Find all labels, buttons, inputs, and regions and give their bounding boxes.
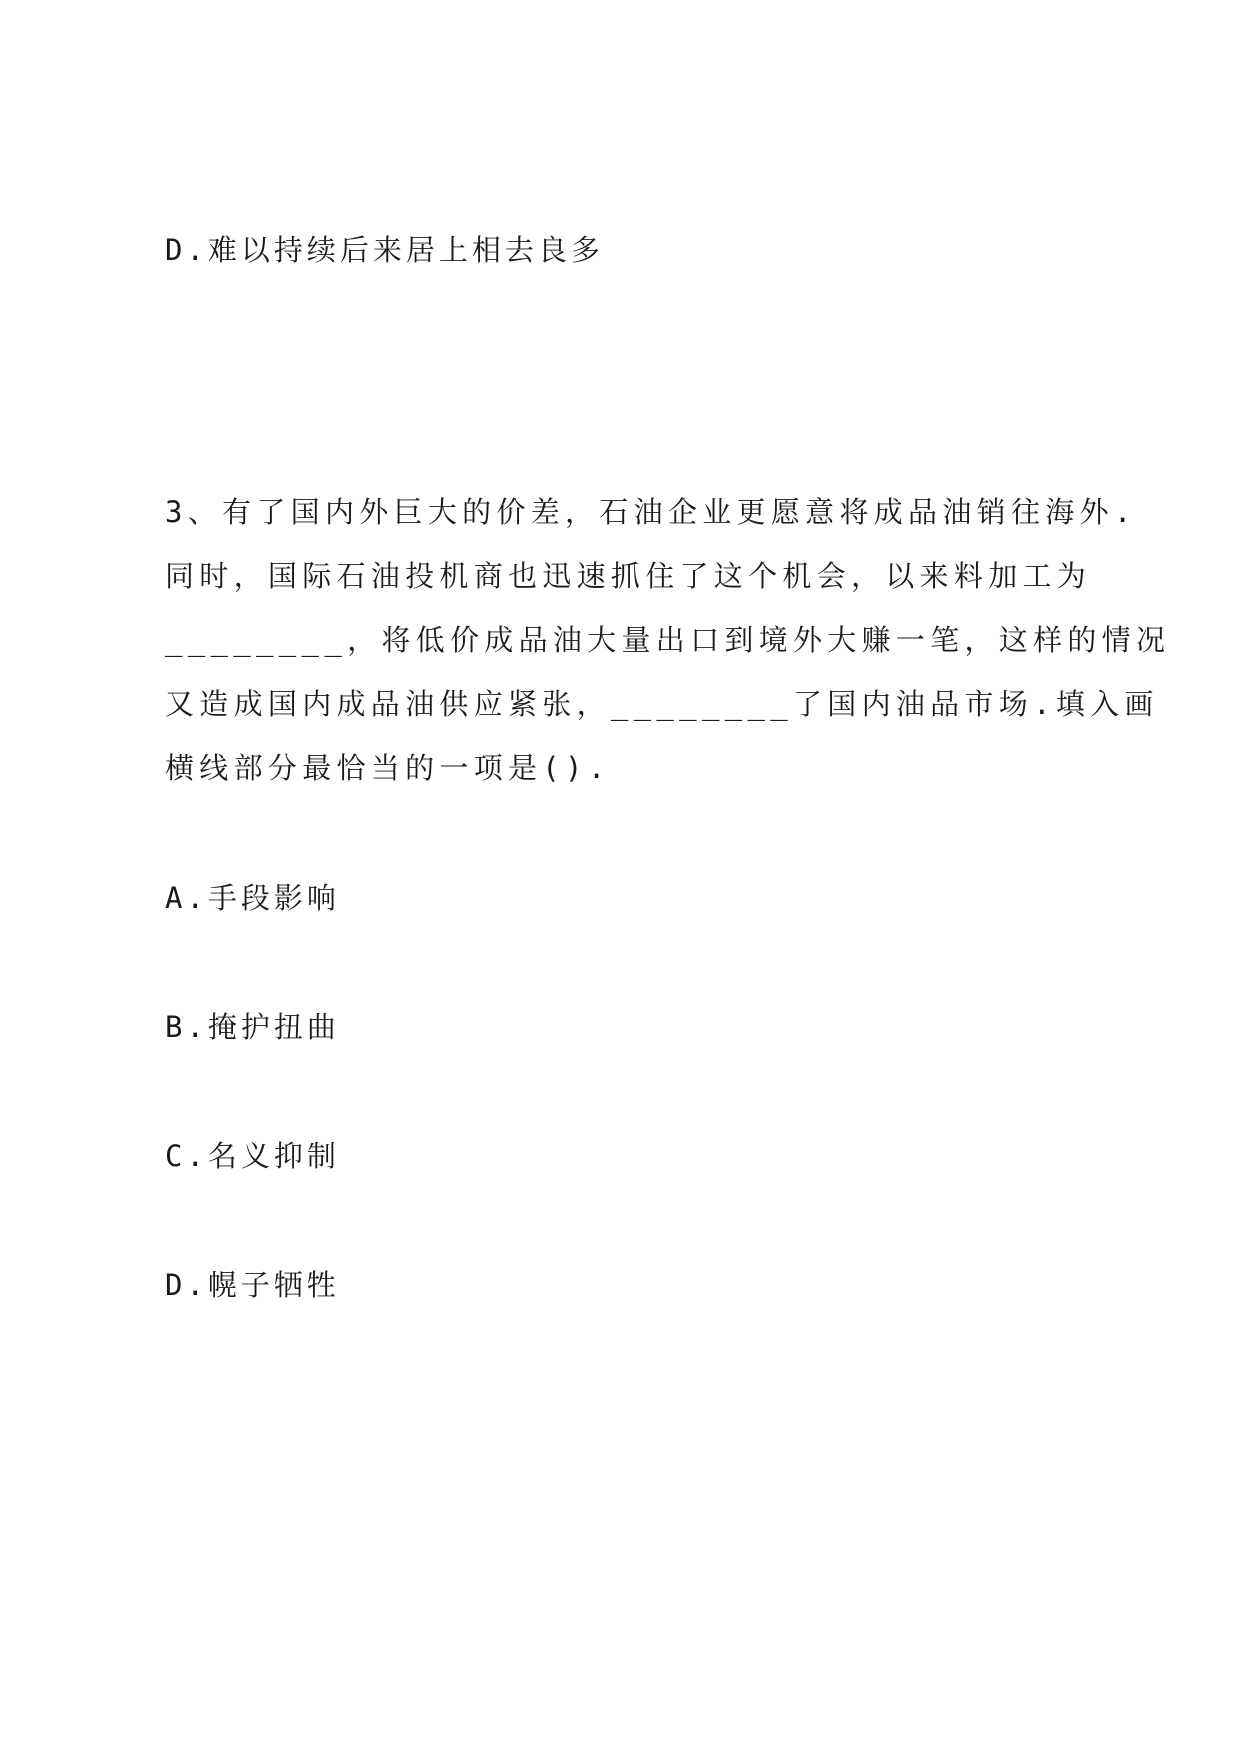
option-b: B.掩护扭曲 xyxy=(165,1010,340,1044)
question-line-3: ________，将低价成品油大量出口到境外大赚一笔，这样的情况 xyxy=(165,623,1171,657)
option-c: C.名义抑制 xyxy=(165,1139,340,1173)
question-line-1: 3、有了国内外巨大的价差，石油企业更愿意将成品油销往海外. xyxy=(165,495,1137,529)
option-d: D.幌子牺牲 xyxy=(165,1268,340,1302)
question-line-5: 横线部分最恰当的一项是(). xyxy=(165,751,611,785)
question-line-2: 同时，国际石油投机商也迅速抓住了这个机会，以来料加工为 xyxy=(165,559,1092,593)
previous-option-d: D.难以持续后来居上相去良多 xyxy=(165,233,604,267)
question-line-4: 又造成国内成品油供应紧张，________了国内油品市场.填入画 xyxy=(165,687,1159,721)
option-a: A.手段影响 xyxy=(165,881,340,915)
